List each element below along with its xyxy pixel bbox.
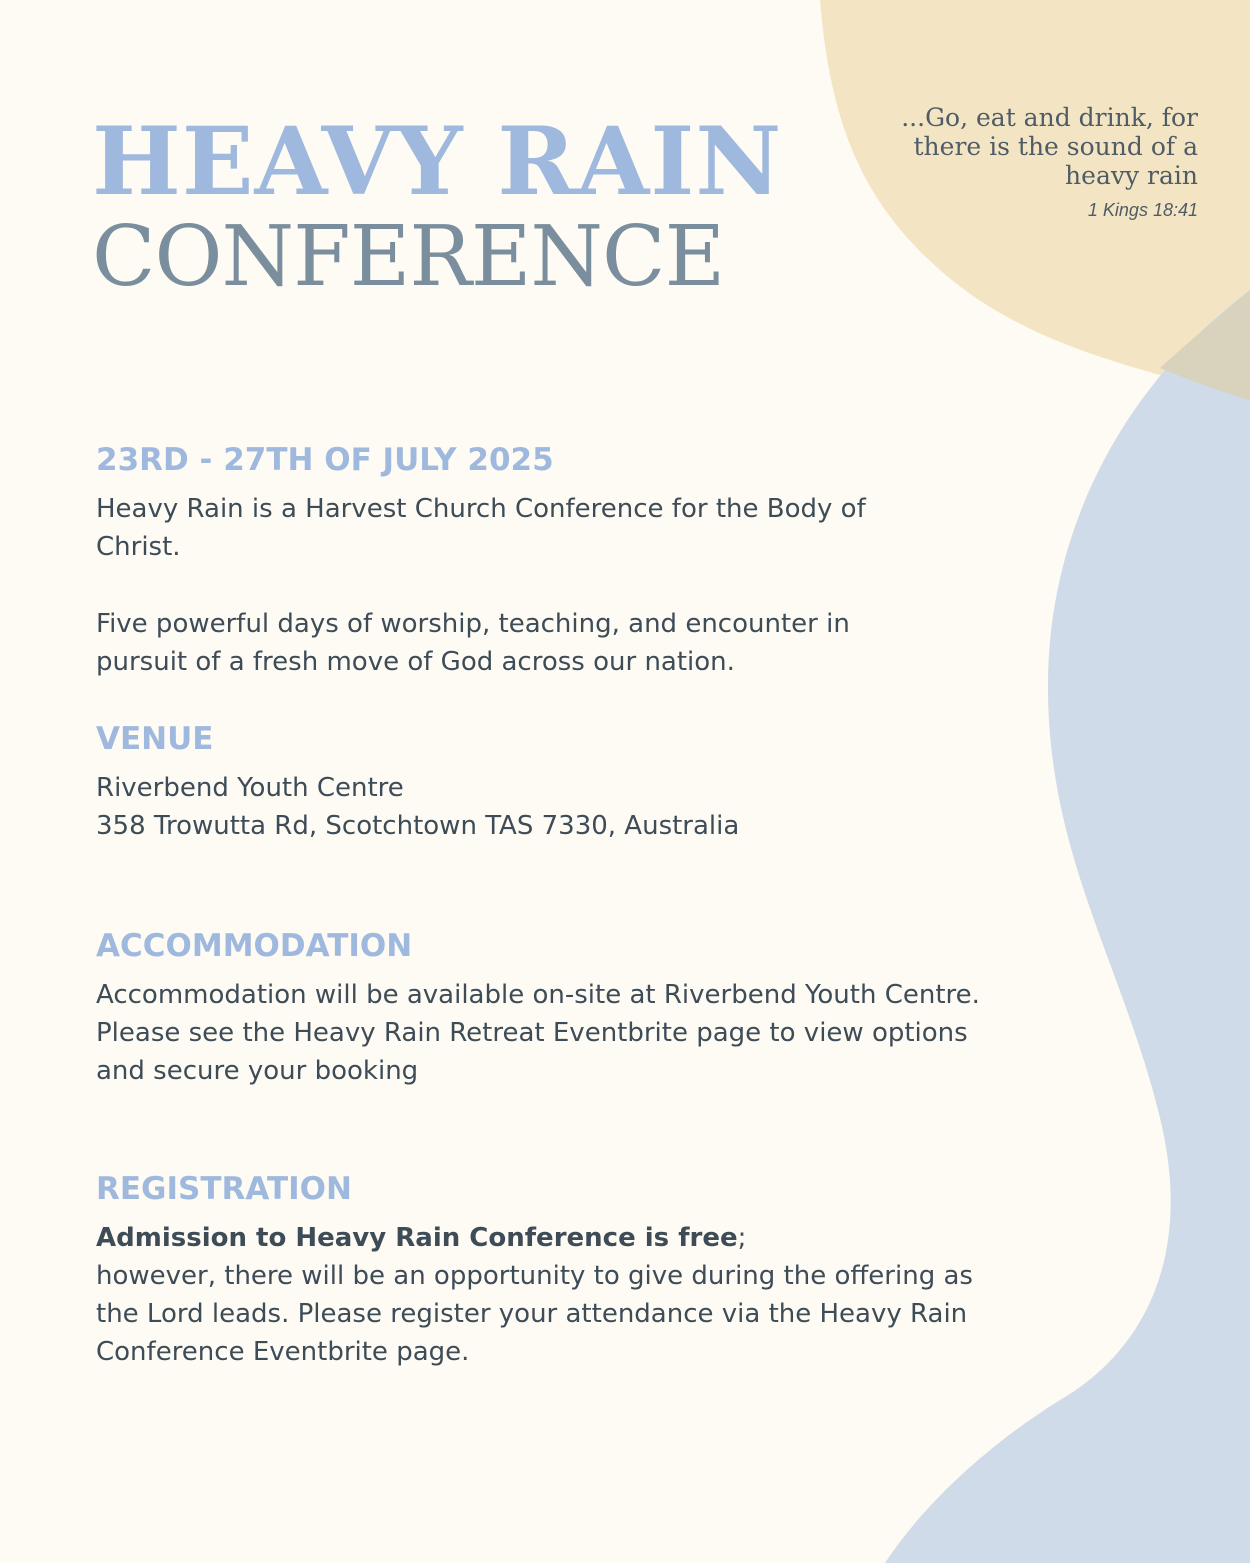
text-line: Christ.: [96, 532, 181, 562]
blue-blob: [885, 290, 1250, 1563]
text-line: Heavy Rain is a Harvest Church Conference for the Body of: [96, 494, 866, 524]
description-paragraph: [96, 605, 850, 681]
quote-line: ...Go, eat and drink, for: [901, 103, 1198, 132]
venue-details: [96, 769, 739, 845]
intro-paragraph: [96, 490, 866, 566]
punctuation: ;: [737, 1223, 747, 1253]
text-line: and secure your booking: [96, 1056, 419, 1086]
scripture-quote: [868, 103, 1198, 190]
venue-address: 358 Trowutta Rd, Scotchtown TAS 7330, Australia: [96, 811, 740, 841]
scripture-reference: 1 Kings 18:41: [1087, 200, 1198, 220]
conference-subtitle: CONFERENCE: [92, 208, 725, 305]
dates-heading: 23RD - 27TH OF JULY 2025: [96, 442, 554, 478]
conference-title: HEAVY RAIN: [92, 107, 783, 217]
free-admission-text: Admission to Heavy Rain Conference is free: [96, 1223, 738, 1253]
text-line: however, there will be an opportunity to give during the offering as: [96, 1261, 973, 1291]
accommodation-paragraph: [96, 976, 980, 1090]
venue-name: Riverbend Youth Centre: [96, 773, 404, 803]
text-line: pursuit of a fresh move of God across our nation.: [96, 647, 735, 677]
quote-line: heavy rain: [1065, 161, 1198, 190]
venue-heading: VENUE: [96, 721, 214, 757]
text-line: Conference Eventbrite page.: [96, 1337, 470, 1367]
registration-paragraph: [96, 1219, 973, 1371]
text-line: Please see the Heavy Rain Retreat Eventbrite page to view options: [96, 1018, 968, 1048]
text-line: Accommodation will be available on-site at Riverbend Youth Centre.: [96, 980, 980, 1010]
text-line: Five powerful days of worship, teaching, and encounter in: [96, 609, 850, 639]
quote-line: there is the sound of a: [913, 132, 1198, 161]
accommodation-heading: ACCOMMODATION: [96, 928, 413, 964]
registration-heading: REGISTRATION: [96, 1171, 352, 1207]
text-line: the Lord leads. Please register your attendance via the Heavy Rain: [96, 1299, 968, 1329]
